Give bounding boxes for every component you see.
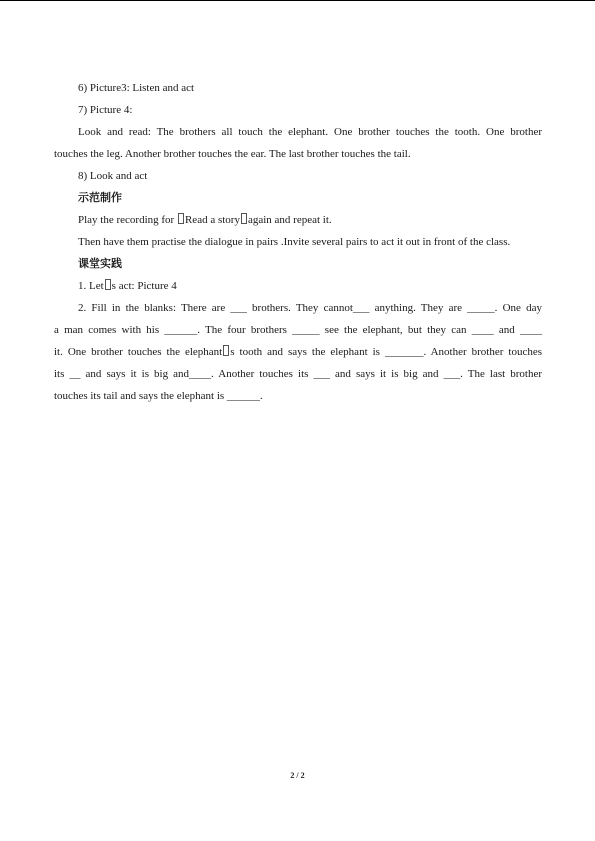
exercise-1-text: [54, 275, 542, 297]
missing-glyph-box: [241, 213, 247, 224]
step-6-text: 6) Picture3: Listen and act: [78, 82, 195, 94]
look-and-read-line-2: touches the leg. Another brother touches the ear. The last brother touches the tail.: [54, 148, 411, 160]
play-recording-text: [54, 209, 542, 231]
top-border-line: [0, 0, 595, 1]
play-recording-part-2: Read a story: [184, 214, 240, 226]
missing-glyph-box: [178, 213, 184, 224]
look-and-read-line-1: Look and read: The brothers all touch the elephant. One brother touches the tooth. One brother: [78, 126, 542, 138]
page-number: 2 / 2: [290, 771, 305, 780]
exercise-2-line-1: 2. Fill in the blanks: There are ___ brothers. They cannot___ anything. They are _____. One day: [78, 302, 542, 314]
step-8-text: 8) Look and act: [78, 170, 148, 182]
exercise-2-line-4: its __ and says it is big and____. Another touches its ___ and says it is big and ___. The last brother: [54, 368, 542, 380]
exercise-2-line-3-part-1: it. One brother touches the elephant: [54, 346, 223, 358]
play-recording-part-1: Play the recording for: [78, 214, 177, 226]
exercise-2-line-2: a man comes with his ______. The four brothers _____ see the elephant, but they can ____ and ____: [54, 324, 542, 336]
exercise-2-line-3-part-2: s tooth and says the elephant is _______. Another brother touches: [230, 346, 542, 358]
play-recording-part-3: again and repeat it.: [247, 214, 332, 226]
missing-glyph-box: [105, 279, 111, 290]
step-7-text: 7) Picture 4:: [78, 104, 133, 116]
exercise-1-part-2: s act: Picture 4: [111, 280, 177, 292]
practise-dialogue-text: Then have them practise the dialogue in pairs .Invite several pairs to act it out in front of the class.: [78, 236, 511, 248]
document-body: [54, 77, 542, 407]
exercise-2-line-3: [54, 341, 542, 363]
missing-glyph-box: [223, 345, 229, 356]
section-heading-demo: 示范制作: [78, 191, 122, 204]
exercise-2-line-5: touches its tail and says the elephant is ______.: [54, 390, 263, 402]
section-heading-practice: 课堂实践: [78, 257, 122, 270]
exercise-1-part-1: 1. Let: [78, 280, 104, 292]
